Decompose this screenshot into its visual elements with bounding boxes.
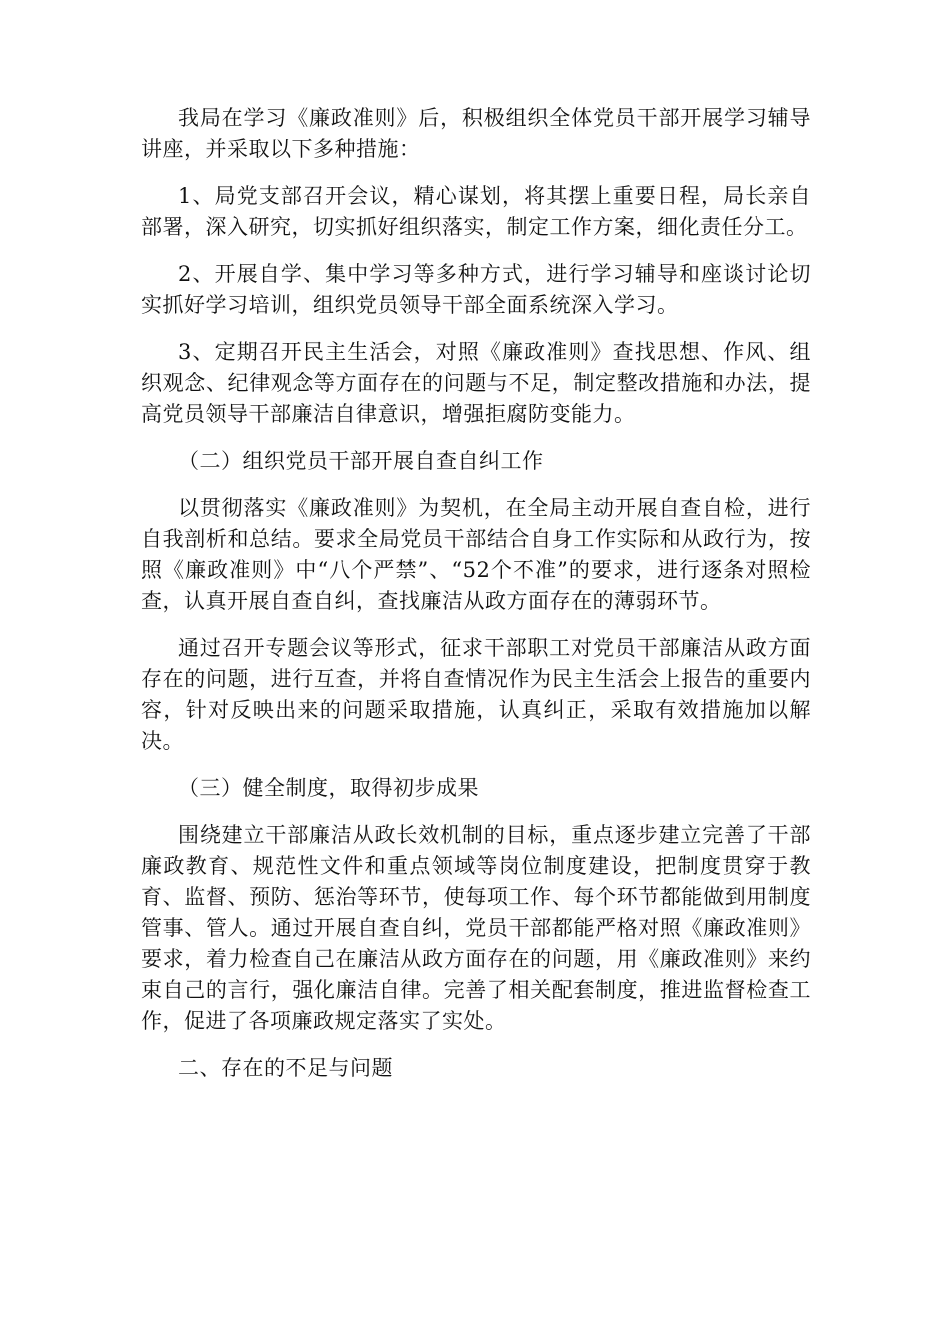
section-heading-3: （三）健全制度，取得初步成果 (178, 776, 479, 800)
paragraph-intro: 我局在学习《廉政准则》后，积极组织全体党员干部开展学习辅导讲座，并采取以下多种措施： (141, 106, 811, 161)
paragraph-self-inspection: 以贯彻落实《廉政准则》为契机，在全局主动开展自查自检，进行自我剖析和总结。要求全局党员干部结合自身工作实际和从政行为，按照《廉政准则》中“八个严禁”、“52个不准”的要求，进行逐条对照检查，认真开展自查自纠，查找廉洁从政方面存在的薄弱环节。 (141, 496, 811, 613)
paragraph-measure-1: 1、局党支部召开会议，精心谋划，将其摆上重要日程，局长亲自部署，深入研究，切实抓好组织落实，制定工作方案，细化责任分工。 (141, 184, 811, 239)
paragraph-mutual-inspection: 通过召开专题会议等形式，征求干部职工对党员干部廉洁从政方面存在的问题，进行互查，并将自查情况作为民主生活会上报告的重要内容，针对反映出来的问题采取措施，认真纠正，采取有效措施加以解决。 (141, 636, 811, 753)
paragraph-measure-3: 3、定期召开民主生活会，对照《廉政准则》查找思想、作风、组织观念、纪律观念等方面存在的问题与不足，制定整改措施和办法，提高党员领导干部廉洁自律意识，增强拒腐防变能力。 (141, 340, 811, 426)
section-heading-problems: 二、存在的不足与问题 (178, 1056, 393, 1080)
paragraph-system-building: 围绕建立干部廉洁从政长效机制的目标，重点逐步建立完善了干部廉政教育、规范性文件和重点领域等岗位制度建设，把制度贯穿于教育、监督、预防、惩治等环节，使每项工作、每个环节都能做到用制度管事、管人。通过开展自查自纠，党员干部都能严格对照《廉政准则》要求，着力检查自己在廉洁从政方面存在的问题，用《廉政准则》来约束自己的言行，强化廉洁自律。完善了相关配套制度，推进监督检查工作，促进了各项廉政规定落实了实处。 (141, 823, 811, 1033)
section-heading-2: （二）组织党员干部开展自查自纠工作 (178, 449, 544, 473)
paragraph-measure-2: 2、开展自学、集中学习等多种方式，进行学习辅导和座谈讨论切实抓好学习培训，组织党员领导干部全面系统深入学习。 (141, 262, 811, 317)
document-body (141, 103, 811, 1100)
